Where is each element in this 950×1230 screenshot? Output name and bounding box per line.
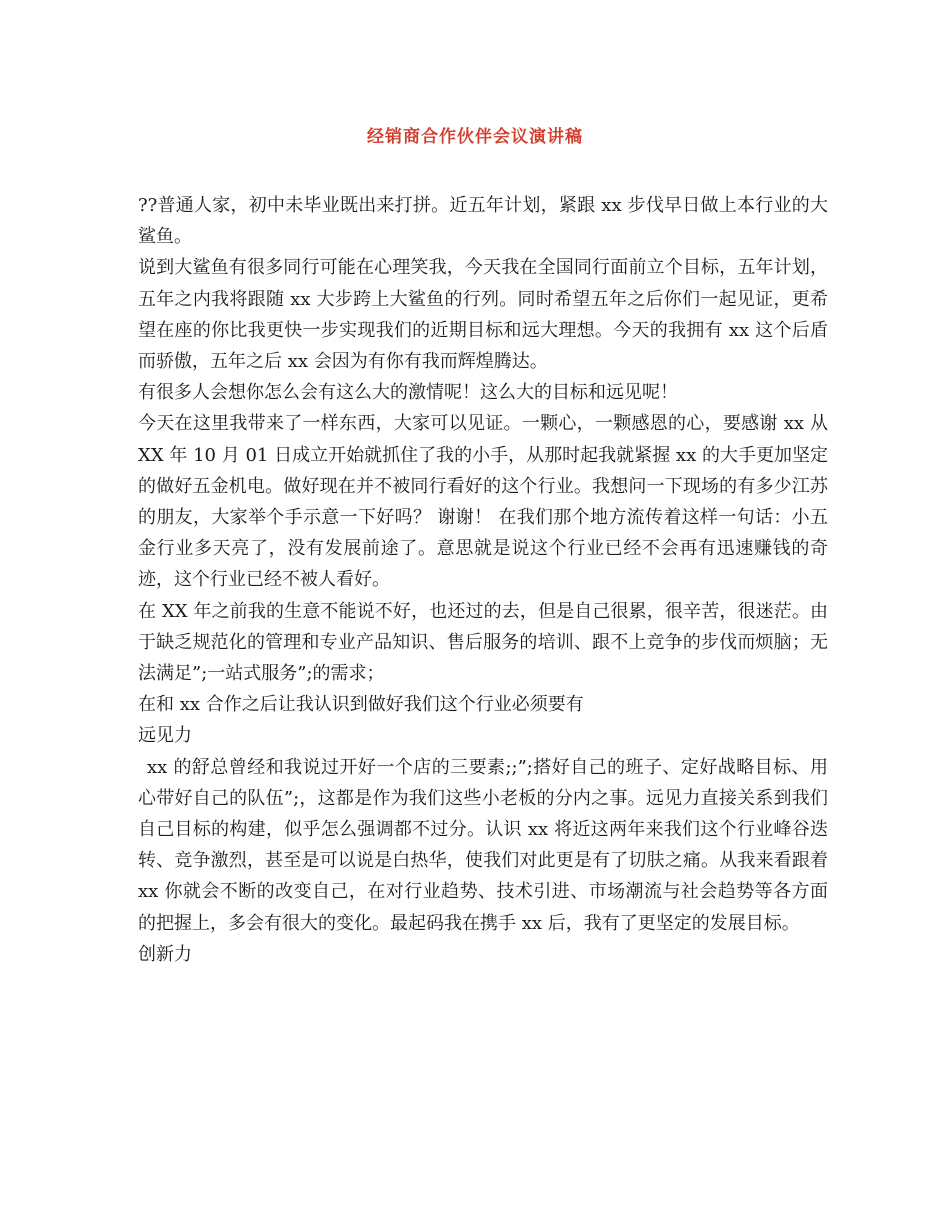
paragraph: 有很多人会想你怎么会有这么大的激情呢！这么大的目标和远见呢！ <box>138 382 678 404</box>
paragraph: 在和 xx 合作之后让我认识到做好我们这个行业必须要有 <box>138 694 584 716</box>
paragraph: 今天在这里我带来了一样东西，大家可以见证。一颗心，一颗感恩的心，要感谢 xx 从 XX 年 10 月 01 日成立开始就抓住了我的小手，从那时起我就紧握 xx 的大手更加坚定的做好五金机电。做好现在并不被同行看好的这个行业。我想问一下现场的有多少江苏的朋友，大家举个手示意一下好吗？ 谢谢！ 在我们那个地方流传着这样一句话：小五金行业多天亮了，没有发展前途了。意思就是说这个行业已经不会再有迅速赚钱的奇迹，这个行业已经不被人看好。 <box>138 413 828 591</box>
section-heading: 远见力 <box>138 725 192 747</box>
section-heading: 创新力 <box>138 943 192 965</box>
paragraph: ??普通人家，初中未毕业既出来打拼。近五年计划，紧跟 xx 步伐早日做上本行业的大鲨鱼。 <box>138 195 828 248</box>
document-body <box>138 190 828 970</box>
paragraph: 说到大鲨鱼有很多同行可能在心理笑我，今天我在全国同行面前立个目标，五年计划，五年之内我将跟随 xx 大步跨上大鲨鱼的行列。同时希望五年之后你们一起见证，更希望在座的你比我更快一步实现我们的近期目标和远大理想。今天的我拥有 xx 这个后盾而骄傲，五年之后 xx 会因为有你有我而辉煌腾达。 <box>138 257 828 373</box>
document-title: 经销商合作伙伴会议演讲稿 <box>367 127 583 147</box>
paragraph: xx 的舒总曾经和我说过开好一个店的三要素;;”;搭好自己的班子、定好战略目标、用心带好自己的队伍”;，这都是作为我们这些小老板的分内之事。远见力直接关系到我们自己目标的构建，似乎怎么强调都不过分。认识 xx 将近这两年来我们这个行业峰谷迭转、竞争激烈，甚至是可以说是白热华，使我们对此更是有了切肤之痛。从我来看跟着 xx 你就会不断的改变自己，在对行业趋势、技术引进、市场潮流与社会趋势等各方面的把握上，多会有很大的变化。最起码我在携手 xx 后，我有了更坚定的发展目标。 <box>138 756 828 934</box>
paragraph: 在 XX 年之前我的生意不能说不好，也还过的去，但是自己很累，很辛苦，很迷茫。由于缺乏规范化的管理和专业产品知识、售后服务的培训、跟不上竞争的步伐而烦脑；无法满足”;一站式服务”;的需求； <box>138 600 828 685</box>
